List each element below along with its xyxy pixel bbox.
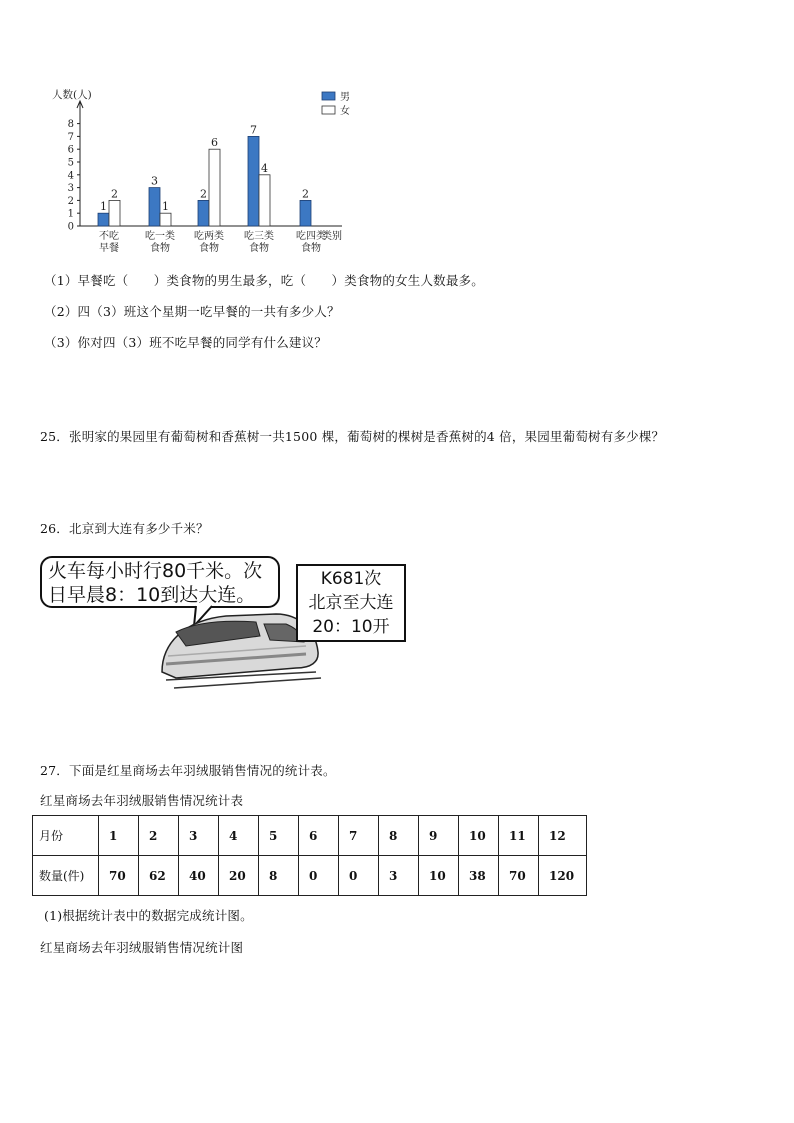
question-26: 26．北京到大连有多少千米？ (40, 521, 209, 536)
question-24-1: （1）早餐吃（ ）类食物的男生最多，吃（ ）类食物的女生人数最多。 (44, 273, 484, 288)
month-cell: 10 (459, 816, 499, 856)
y-tick-label: 1 (67, 208, 74, 220)
category-label: 食物 (249, 243, 269, 254)
category-label: 食物 (301, 243, 321, 254)
month-cell: 11 (499, 816, 539, 856)
question-24-2: （2）四（3）班这个星期一吃早餐的一共有多少人？ (44, 304, 340, 319)
bar-male (149, 188, 160, 226)
bar-label-female: 4 (261, 161, 268, 175)
y-tick-label: 8 (67, 119, 74, 131)
category-label: 食物 (199, 243, 219, 254)
question-25: 25．张明家的果园里有葡萄树和香蕉树一共1500 棵，葡萄树的棵树是香蕉树的4 倍，果园里葡萄树有多少棵？ (40, 429, 665, 444)
question-24-3: （3）你对四（3）班不吃早餐的同学有什么建议？ (44, 335, 328, 350)
category-label: 吃两类 (194, 231, 224, 242)
question-27: 27．下面是红星商场去年羽绒服销售情况的统计表。 (40, 763, 336, 778)
bar-label-female: 6 (211, 136, 218, 150)
ticket-line-1: K681次 (320, 569, 382, 589)
category-label: 不吃 (99, 231, 119, 242)
month-cell: 3 (179, 816, 219, 856)
category-label: 食物 (150, 243, 170, 254)
month-cell: 4 (219, 816, 259, 856)
category-label: 吃三类 (244, 231, 274, 242)
x-axis-title: 类别 (322, 231, 342, 242)
table-row-quantity (33, 856, 587, 896)
bubble-line-1: 火车每小时行80千米。次 (48, 560, 263, 582)
legend-swatch-male (322, 92, 335, 100)
bar-label-male: 3 (151, 174, 158, 188)
month-cell: 6 (299, 816, 339, 856)
ticket-line-2: 北京至大连 (308, 593, 394, 613)
y-tick-label: 7 (67, 131, 74, 143)
y-tick-label: 6 (67, 144, 74, 156)
category-label: 吃四类 (296, 231, 326, 242)
quantity-cell: 62 (139, 856, 179, 896)
row-header-quantity: 数量(件) (33, 856, 99, 896)
train-illustration (36, 552, 416, 692)
ticket-line-3: 20：10开 (312, 617, 390, 637)
quantity-cell: 70 (99, 856, 139, 896)
table-row-months (33, 816, 587, 856)
bar-male (98, 213, 109, 226)
legend-swatch-female (322, 106, 335, 114)
quantity-cell: 120 (539, 856, 587, 896)
bar-label-female: 2 (111, 187, 118, 201)
bar-female (259, 175, 270, 226)
y-tick-label: 2 (67, 195, 74, 207)
quantity-cell: 8 (259, 856, 299, 896)
bar-female (160, 213, 171, 226)
y-tick-label: 0 (67, 221, 74, 233)
quantity-cell: 0 (339, 856, 379, 896)
month-cell: 5 (259, 816, 299, 856)
bar-male (300, 200, 311, 226)
bar-label-male: 2 (302, 187, 309, 201)
legend-label-female: 女 (340, 106, 350, 117)
month-cell: 2 (139, 816, 179, 856)
question-27-1: (1)根据统计表中的数据完成统计图。 (44, 908, 253, 923)
quantity-cell: 70 (499, 856, 539, 896)
y-tick-label: 5 (67, 157, 74, 169)
sales-table (32, 815, 587, 896)
table-title: 红星商场去年羽绒服销售情况统计表 (40, 793, 244, 808)
month-cell: 7 (339, 816, 379, 856)
quantity-cell: 10 (419, 856, 459, 896)
bar-label-male: 2 (200, 187, 207, 201)
bar-label-female: 1 (162, 200, 169, 214)
bar-label-male: 1 (100, 200, 107, 214)
category-label: 早餐 (99, 243, 119, 254)
month-cell: 9 (419, 816, 459, 856)
row-header-month: 月份 (33, 816, 99, 856)
category-label: 吃一类 (145, 231, 175, 242)
quantity-cell: 20 (219, 856, 259, 896)
quantity-cell: 0 (299, 856, 339, 896)
bubble-line-2: 日早晨8：10到达大连。 (48, 584, 256, 606)
month-cell: 1 (99, 816, 139, 856)
speech-bubble (40, 556, 280, 608)
quantity-cell: 3 (379, 856, 419, 896)
bar-male (248, 136, 259, 226)
quantity-cell: 38 (459, 856, 499, 896)
y-tick-label: 4 (67, 170, 74, 182)
month-cell: 8 (379, 816, 419, 856)
train-ticket (296, 564, 406, 642)
y-axis-title: 人数(人) (52, 89, 92, 101)
quantity-cell: 40 (179, 856, 219, 896)
breakfast-bar-chart (50, 88, 350, 254)
legend-label-male: 男 (340, 92, 350, 103)
bar-female (209, 149, 220, 226)
bar-female (109, 200, 120, 226)
month-cell: 12 (539, 816, 587, 856)
y-tick-label: 3 (67, 183, 74, 195)
bar-label-male: 7 (250, 123, 257, 137)
chart-title: 红星商场去年羽绒服销售情况统计图 (40, 940, 244, 955)
bar-male (198, 200, 209, 226)
